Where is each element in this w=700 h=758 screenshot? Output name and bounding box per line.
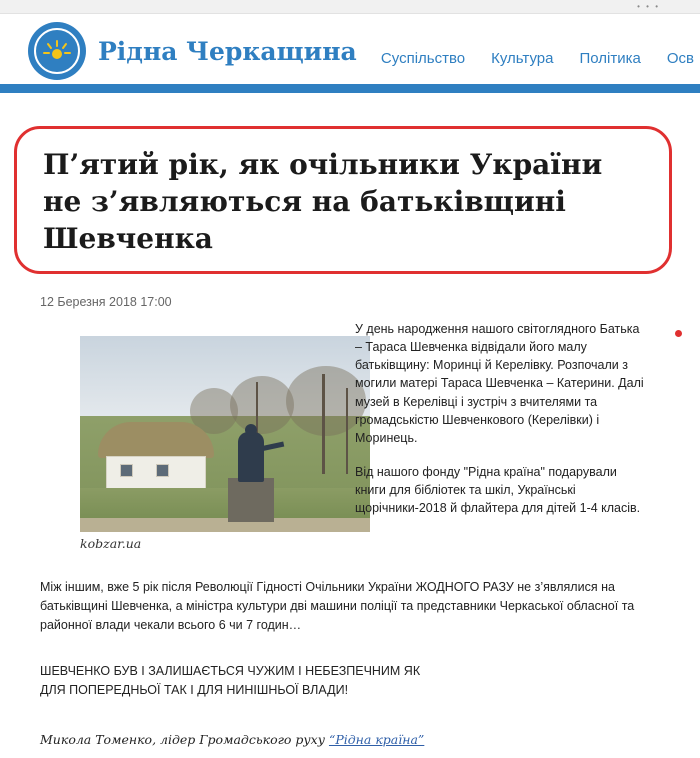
photo-monument-plinth: [228, 478, 274, 522]
sun-circle-logo-icon: [28, 22, 86, 80]
lead-paragraph-1: У день народження нашого світоглядного Батька – Тараса Шевченка відвідали його малу батьківщину: Моринці й Керелівку. Розпочали з могили матері Тараса Шевченка – Катерини. Далі музей в Керелівці і зустріч з вчителями та громадськістю Шевченкового (Керелівки) і Моринець.: [355, 322, 644, 445]
photo-tree-canopy: [286, 366, 366, 436]
article-lead-column: [355, 320, 645, 533]
article-signature: [40, 732, 660, 747]
highlighted-title-box: [14, 126, 672, 274]
article-body: [40, 578, 640, 652]
photo-statue-body: [238, 432, 264, 482]
signature-text: Микола Томенко, лідер Громадського руху: [40, 732, 329, 747]
site-title: Рідна Черкащина: [98, 36, 357, 66]
nav-item-polityka[interactable]: Політика: [579, 50, 641, 67]
main-navigation: [381, 50, 700, 67]
lead-paragraph-2: Від нашого фонду "Рідна країна" подарували книги для бібліотек та шкіл, Українські щорічники-2018 й флайтера для дітей 1-4 класів.: [355, 464, 641, 516]
photo-cottage-window: [156, 464, 169, 477]
emphasis-line-1: ШЕВЧЕНКО БУВ І ЗАЛИШАЄТЬСЯ ЧУЖИМ І НЕБЕЗПЕЧНИМ ЯК: [40, 664, 421, 678]
site-header: [0, 14, 700, 88]
article-emphasis-block: [40, 662, 640, 700]
photo-tree-canopy: [230, 376, 294, 434]
nav-item-kultura[interactable]: Культура: [491, 50, 554, 67]
browser-chrome-strip: [0, 0, 700, 14]
figure-caption: kobzar.ua: [80, 536, 142, 551]
header-accent-band: [0, 88, 700, 93]
nav-item-osvita[interactable]: Осв: [666, 50, 694, 67]
article-title: П’ятий рік, як очільники України не з’являються на батьківщині Шевченка: [43, 148, 603, 255]
signature-link[interactable]: “Рідна країна”: [328, 732, 425, 747]
photo-cottage-roof: [98, 422, 214, 458]
photo-statue-head: [245, 424, 257, 436]
photo-path: [80, 518, 370, 532]
article-date: 12 Березня 2018 17:00: [40, 295, 172, 309]
side-marker-dot: [675, 330, 682, 337]
article-figure: [80, 336, 370, 551]
emphasis-line-2: ДЛЯ ПОПЕРЕДНЬОЇ ТАК І ДЛЯ НИНІШНЬОЇ ВЛАДИ!: [40, 682, 349, 697]
photo-cottage-window: [120, 464, 133, 477]
sun-rays-icon: [43, 39, 71, 63]
body-paragraph-1: Між іншим, вже 5 рік після Революції Гідності Очільники України ЖОДНОГО РАЗУ не з’являлися на батьківщині Шевченка, а міністра культури дві машини поліції та представники Черкаської обласної та районної влади чекали всього 6 чи 7 годин…: [40, 580, 635, 632]
nav-item-suspilstvo[interactable]: Суспільство: [380, 50, 466, 67]
photo-tree-trunk: [346, 388, 348, 474]
article-photo[interactable]: [80, 336, 370, 532]
photo-tree-trunk: [322, 374, 325, 474]
site-logo[interactable]: [28, 22, 357, 80]
browser-menu-dots-icon[interactable]: • • •: [637, 2, 660, 11]
